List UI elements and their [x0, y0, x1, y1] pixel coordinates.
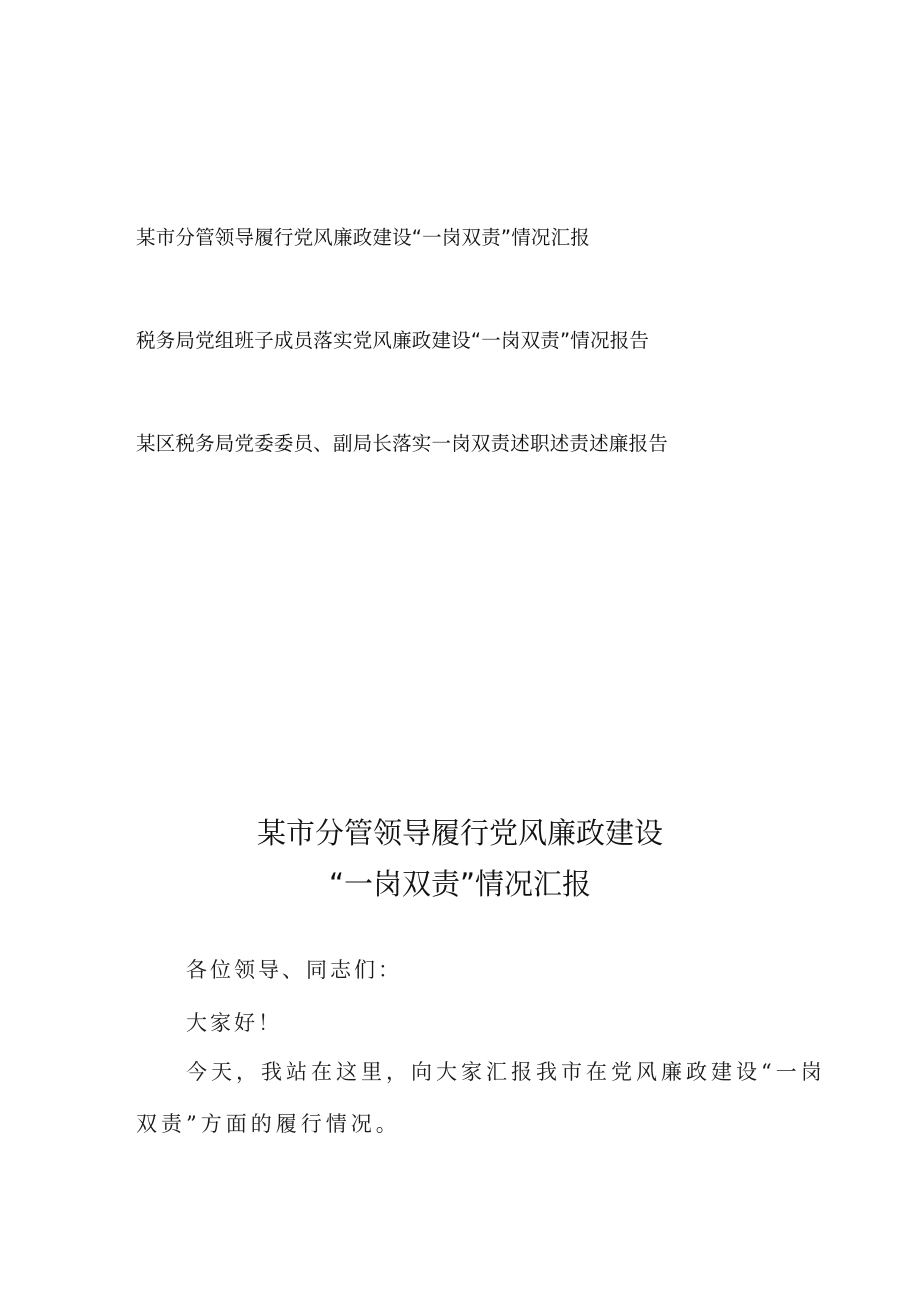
- toc-item-1: 某市分管领导履行党风廉政建设“一岗双责”情况汇报: [136, 226, 591, 249]
- paragraph-1-line-2: 双责”方面的履行情况。: [136, 1112, 401, 1136]
- paragraph-1: [136, 1046, 826, 1150]
- toc-item-2: 税务局党组班子成员落实党风廉政建设“一岗双责”情况报告: [136, 329, 650, 352]
- document-title-line-2: “一岗双责”情况汇报: [328, 867, 592, 901]
- greeting: 大家好！: [186, 1011, 282, 1035]
- paragraph-1-line-1: 今天，我站在这里，向大家汇报我市在党风廉政建设“一岗: [186, 1060, 826, 1084]
- document-title-line-1: 某市分管领导履行党风廉政建设: [256, 816, 663, 850]
- toc-item-3: 某区税务局党委委员、副局长落实一岗双责述职述责述廉报告: [136, 432, 668, 455]
- salutation: 各位领导、同志们：: [186, 958, 402, 982]
